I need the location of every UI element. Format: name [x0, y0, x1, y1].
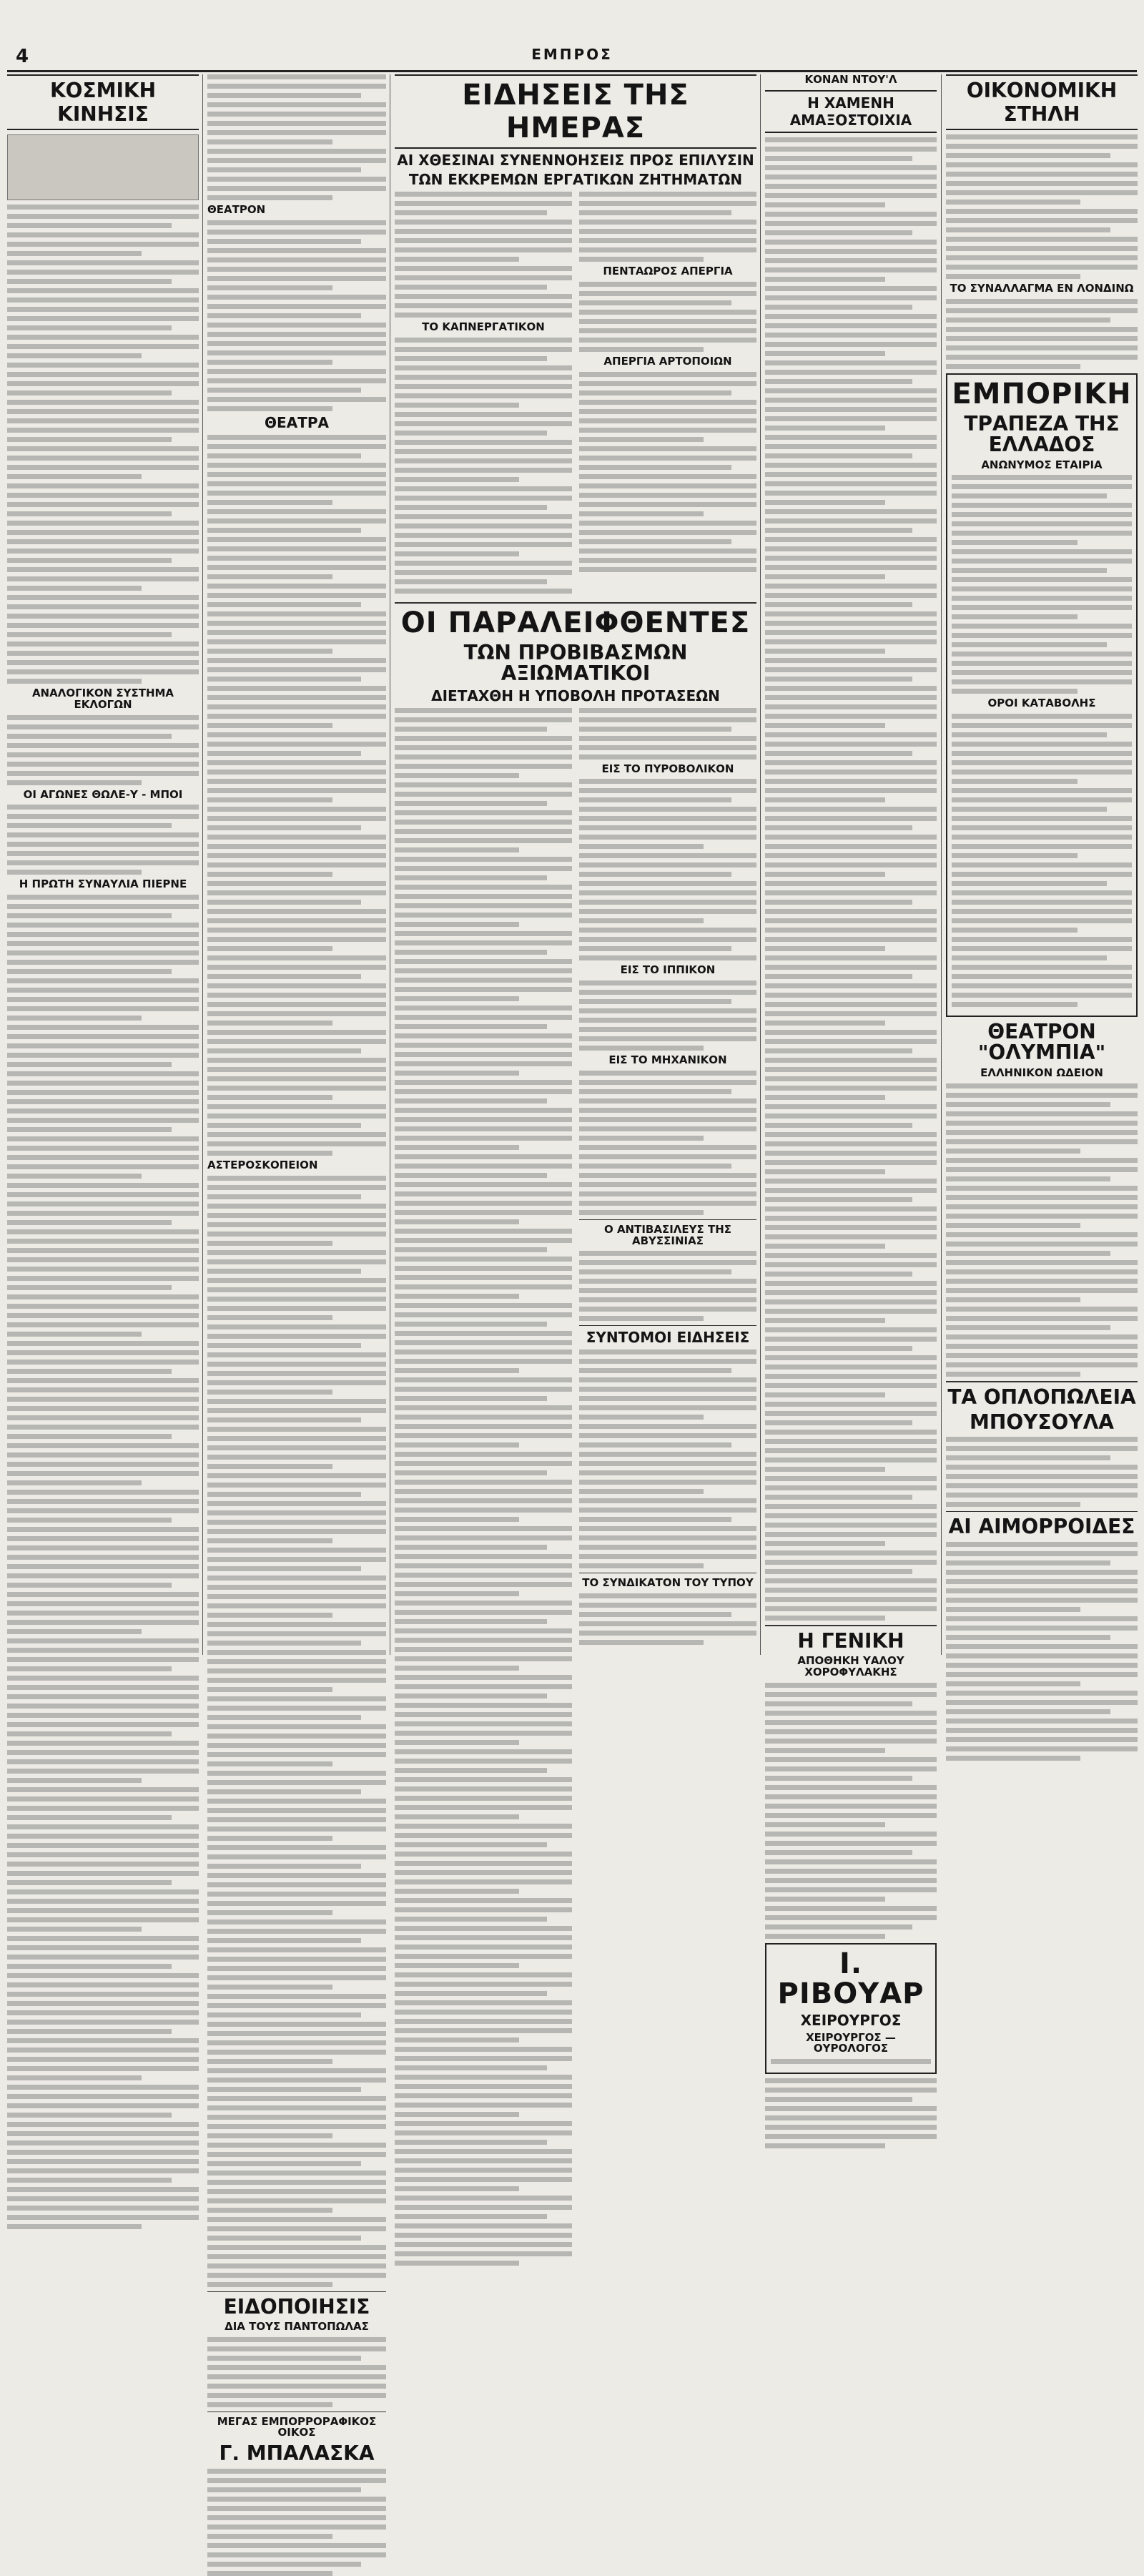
theater-title: ΘΕΑΤΡΟΝ "ΟΛΥΜΠΙΑ"	[977, 1020, 1106, 1065]
bank-subtitle: ΑΝΩΝΥΜΟΣ ΕΤΑΙΡΙΑ	[981, 458, 1103, 471]
subheading: ΑΠΕΡΓΙΑ ΑΡΤΟΠΟΙΩΝ	[603, 354, 732, 368]
body-text	[765, 2078, 937, 2148]
subheading: ΕΙΣ ΤΟ ΙΠΠΙΚΟΝ	[620, 963, 716, 977]
column-news	[395, 74, 756, 1655]
news-two-columns	[395, 192, 756, 598]
column-social	[7, 74, 199, 1655]
column-separator	[202, 74, 203, 1655]
subheading: ΘΕΑΤΡΟΝ	[207, 203, 266, 216]
body-text	[946, 1542, 1138, 1761]
serial-author: ΚΟΝΑΝ ΝΤΟΥ'Λ	[804, 73, 897, 86]
masthead-title: ΕΜΠΡΟΣ	[531, 46, 613, 63]
notice-subtitle: ΔΙΑ ΤΟΥΣ ΠΑΝΤΟΠΩΛΑΣ	[225, 2319, 369, 2333]
body-text	[765, 1683, 937, 1939]
column-economy	[946, 74, 1138, 1655]
body-text	[207, 2337, 386, 2407]
shop-title: ΜΠΟΥΣΟΥΛΑ	[970, 1410, 1114, 1434]
body-text	[946, 299, 1138, 369]
ad-title: Η ΓΕΝΙΚΗ	[797, 1628, 904, 1653]
masthead-rule	[7, 70, 1137, 72]
bank-title: ΤΡΑΠΕΖΑ ΤΗΣ ΕΛΛΑΔΟΣ	[964, 411, 1120, 457]
ad-subtitle: ΑΠΟΘΗΚΗ ΥΑΛΟΥ ΧΟΡΟΦΥΛΑΚΗΣ	[797, 1654, 904, 1678]
subheading: ΟΙ ΑΓΩΝΕΣ ΘΩΛΕ-Υ - ΜΠΟΙ	[23, 787, 183, 801]
subheading: Η ΠΡΩΤΗ ΣΥΝΑΥΛΙΑ ΠΙΕΡΝΕ	[19, 877, 187, 891]
column-separator	[760, 74, 761, 1655]
body-text	[765, 137, 937, 1621]
serial-title: Η ΧΑΜΕΝΗ ΑΜΑΞΟΣΤΟΙΧΙΑ	[765, 90, 937, 133]
body-text	[952, 475, 1132, 694]
bank-ad-box	[946, 373, 1138, 1017]
theater-subtitle: ΕΛΛΗΝΙΚΟΝ ΩΔΕΙΟΝ	[980, 1066, 1103, 1079]
section-title: ΚΟΣΜΙΚΗ ΚΙΝΗΣΙΣ	[7, 74, 199, 130]
body-text	[579, 192, 756, 598]
news-two-columns	[395, 708, 756, 2270]
body-text	[395, 192, 572, 598]
shop-title: ΤΑ ΟΠΛΟΠΩΛΕΙΑ	[947, 1385, 1136, 1409]
subheading: ΠΕΝΤΑΩΡΟΣ ΑΠΕΡΓΙΑ	[603, 265, 733, 277]
subheading: ΕΙΣ ΤΟ ΠΥΡΟΒΟΛΙΚΟΝ	[601, 762, 734, 775]
subheading: ΘΕΑΤΡΑ	[265, 413, 329, 431]
subheading: Ο ΑΝΤΙΒΑΣΙΛΕΥΣ ΤΗΣ ΑΒΥΣΣΙΝΙΑΣ	[603, 1222, 732, 1247]
body-text	[579, 708, 756, 2270]
body-text	[7, 205, 199, 684]
body-text	[207, 1176, 386, 2287]
ad-subtitle: ΧΕΙΡΟΥΡΓΟΣ	[800, 2011, 902, 2029]
subheading: ΑΙ ΑΙΜΟΡΡΟΙΔΕΣ	[948, 1515, 1135, 1539]
ad-title: Ι. ΡΙΒΟΥΑΡ	[777, 1947, 924, 2010]
shop-title: Γ. ΜΠΑΛΑΣΚΑ	[219, 2442, 375, 2466]
ad-subtitle: ΧΕΙΡΟΥΡΓΟΣ — ΟΥΡΟΛΟΓΟΣ	[806, 2030, 896, 2055]
headline-large: ΟΙ ΠΑΡΑΛΕΙΦΘΕΝΤΕΣ	[400, 606, 751, 639]
body-text	[7, 715, 199, 785]
body-text	[952, 714, 1132, 1007]
subheading: ΤΟ ΣΥΝΑΛΛΑΓΜΑ ΕΝ ΛΟΝΔΙΝΩ	[950, 282, 1134, 295]
column-serial	[765, 73, 937, 2055]
column-theaters	[207, 74, 386, 2466]
subheading: ΑΝΑΛΟΓΙΚΟΝ ΣΥΣΤΗΜΑ ΕΚΛΟΓΩΝ	[31, 687, 174, 711]
body-text	[946, 1083, 1138, 1377]
body-text	[946, 134, 1138, 279]
notice-title: ΕΙΔΟΠΟΙΗΣΙΣ	[223, 2294, 370, 2319]
bank-title: ΕΜΠΟΡΙΚΗ	[952, 377, 1132, 411]
column-illustration	[7, 134, 199, 200]
subheading: ΕΙΣ ΤΟ ΜΗΧΑΝΙΚΟΝ	[608, 1053, 727, 1067]
body-text	[207, 2469, 386, 2576]
headline: ΑΙ ΧΘΕΣΙΝΑΙ ΣΥΝΕΝΝΟΗΣΕΙΣ ΠΡΟΣ ΕΠΙΛΥΣΙΝ	[397, 152, 754, 169]
body-text	[395, 708, 572, 2270]
column-separator	[941, 74, 942, 1655]
body-text	[207, 220, 386, 411]
section-title: ΕΙΔΗΣΕΙΣ ΤΗΣ ΗΜΕΡΑΣ	[395, 74, 756, 149]
body-text	[946, 1437, 1138, 1507]
ad-box	[765, 1943, 937, 2075]
headline-large: ΔΙΕΤΑΧΘΗ Η ΥΠΟΒΟΛΗ ΠΡΟΤΑΣΕΩΝ	[431, 687, 720, 704]
shop-subtitle: ΜΕΓΑΣ ΕΜΠΟΡΡΟΡΑΦΙΚΟΣ ΟΙΚΟΣ	[217, 2414, 377, 2439]
body-text	[7, 895, 199, 2229]
page-number: 4	[16, 46, 29, 67]
body-text	[7, 805, 199, 875]
body-text	[207, 74, 386, 200]
subheading: ΑΣΤΕΡΟΣΚΟΠΕΙΟΝ	[207, 1158, 318, 1171]
subheading: ΣΥΝΤΟΜΟΙ ΕΙΔΗΣΕΙΣ	[586, 1329, 750, 1347]
section-title: ΟΙΚΟΝΟΜΙΚΗ ΣΤΗΛΗ	[946, 74, 1138, 130]
subheading: ΤΟ ΚΑΠΝΕΡΓΑΤΙΚΟΝ	[422, 320, 545, 333]
headline-large: ΤΩΝ ΠΡΟΒΙΒΑΣΜΩΝ ΑΞΙΩΜΑΤΙΚΟΙ	[463, 640, 688, 686]
subheading: ΤΟ ΣΥΝΔΙΚΑΤΟΝ ΤΟΥ ΤΥΠΟΥ	[582, 1576, 754, 1590]
headline: ΤΩΝ ΕΚΚΡΕΜΩΝ ΕΡΓΑΤΙΚΩΝ ΖΗΤΗΜΑΤΩΝ	[408, 171, 743, 188]
body-text	[207, 435, 386, 1156]
subheading: ΟΡΟΙ ΚΑΤΑΒΟΛΗΣ	[987, 697, 1096, 710]
body-text	[771, 2059, 931, 2064]
